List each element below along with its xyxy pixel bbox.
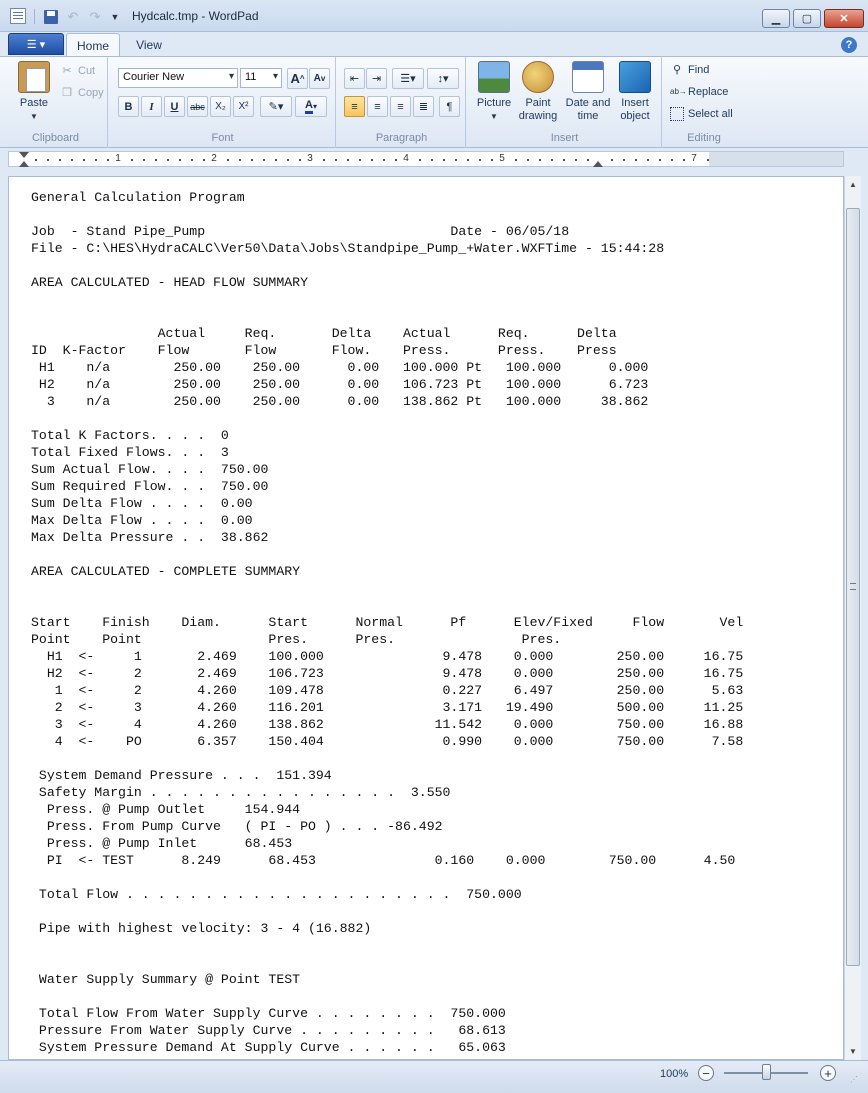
paragraph-group [338,57,466,148]
align-left-icon: ≡ [351,100,358,113]
resize-grip-icon[interactable]: ⋰ [850,1075,858,1084]
minimize-icon: ▁ [771,13,781,25]
ruler-tick [287,159,289,161]
ruler-number: 1 [115,153,121,164]
line-spacing-button[interactable] [427,68,459,89]
redo-icon: ↷ [89,8,101,24]
paste-button[interactable] [10,61,58,123]
ruler-number: 3 [307,153,313,164]
superscript-button[interactable]: X² [233,96,254,117]
justify-button[interactable] [413,96,434,117]
ruler-tick [167,159,169,161]
paragraph-settings-button[interactable] [439,96,460,117]
ruler-tick [347,159,349,161]
outdent-icon: ⇤ [349,73,360,85]
ribbon [0,56,868,148]
maximize-icon: ▢ [801,13,813,25]
ruler-tick [623,159,625,161]
select-all-label: Select all [688,108,733,120]
ruler-tick [239,159,241,161]
object-label: Insert object [620,97,650,122]
align-left-button[interactable] [344,96,365,117]
ruler-tick [263,159,265,161]
bold-button[interactable]: B [118,96,139,117]
undo-button[interactable] [64,8,82,25]
ruler-tick [683,159,685,161]
ruler[interactable] [8,151,844,167]
underline-button[interactable]: U [164,96,185,117]
line-spacing-icon: ↕▾ [437,73,449,85]
ruler-tick [323,159,325,161]
ruler-tick [515,159,517,161]
clipboard-group [4,57,108,148]
ruler-tick [59,159,61,161]
tab-view[interactable]: View [136,38,162,52]
datetime-label: Date and time [565,97,611,122]
ruler-number: 5 [499,153,505,164]
ruler-tick [251,159,253,161]
paragraph-icon: ¶ [446,100,453,113]
scroll-down-button[interactable] [845,1043,861,1060]
align-center-button[interactable] [367,96,388,117]
paint-label: Paint drawing [518,97,558,122]
zoom-level: 100% [660,1068,689,1080]
font-size-select[interactable]: 11 ▾ [240,68,282,88]
find-label: Find [688,64,710,76]
ruler-tick [479,159,481,161]
zoom-out-button[interactable] [698,1065,714,1081]
ruler-tick [179,159,181,161]
ruler-tick [563,159,565,161]
ruler-tick [203,159,205,161]
ribbon-tabs [0,32,868,56]
ruler-tick [359,159,361,161]
customize-qat-button[interactable] [106,8,124,25]
editing-group [664,57,744,148]
vertical-scrollbar[interactable] [844,176,861,1060]
replace-icon: ab→ [670,87,687,96]
cut-button[interactable] [60,61,95,81]
copy-button[interactable] [60,83,104,103]
redo-button[interactable] [86,8,104,25]
ruler-tick [131,159,133,161]
close-icon: ✕ [839,13,849,25]
save-icon [44,10,58,24]
ruler-tick [635,159,637,161]
undo-icon: ↶ [67,8,79,24]
ruler-tick [71,159,73,161]
window-title: Hydcalc.tmp - WordPad [132,9,259,23]
ruler-tick [611,159,613,161]
scroll-thumb[interactable] [846,208,860,966]
ruler-number: 4 [403,153,409,164]
plus-icon: + [824,1065,832,1081]
document-text[interactable]: General Calculation Program Job - Stand Pipe_Pump Date - 06/05/18 File - C:\HES\HydraCALC\Ver50\Data\Jobs\Standpipe_Pump_+Water.WXFTime - 15:44:28 AREA CALCULATED - HEAD FLOW SUMMARY Actual Req. Delta Actual Req. Delta ID K-Factor Flow Flow Flow. Press. Press. Press H1 n/a 250.00 250.00 0.00 100.000 Pt 100.000 0.000 H2 n/a 250.00 250.00 0.00 106.723 Pt 100.000 6.723 3 n/a 250.00 250.00 0.00 138.862 Pt 100.000 38.862 Total K Factors. . . . 0 Total Fixed Flows. . . 3 Sum Actual Flow. . . . 750.00 Sum Required Flow. . . 750.00 Sum Delta Flow . . . . 0.00 Max Delta Flow . . . . 0.00 Max Delta Pressure . . 38.862 AREA CALCULATED - COMPLETE SUMMARY Start Finish Diam. Start Normal Pf Elev/Fixed Flow Vel Point Point Pres. Pres. Pres. H1 <- 1 2.469 100.000 9.478 0.000 250.00 16.75 H2 <- 2 2.469 106.723 9.478 0.000 250.00 16.75 1 <- 2 4.260 109.478 0.227 6.497 250.00 5.63 2 <- 3 4.260 116.201 3.171 19.490 500.00 11.25 3 <- 4 4.260 138.862 11.542 0.000 750.00 16.88 4 <- PO 6.357 150.404 0.990 0.000 750.00 7.58 System Demand Pressure . . . 151.394 Safety Margin . . . . . . . . . . . . . . . . 3.550 Press. @ Pump Outlet 154.944 Press. From Pump Curve ( PI - PO ) . . . -86.492 Press. @ Pump Inlet 68.453 PI <- TEST 8.249 68.453 0.160 0.000 750.00 4.50 Total Flow . . . . . . . . . . . . . . . . . . . . . 750.000 Pipe with highest velocity: 3 - 4 (16.882) Water Supply Summary @ Point TEST Total Flow From Water Supply Curve . . . . . . . . 750.000 Pressure From Water Supply Curve . . . . . . . . . 68.613 System Pressure Demand At Supply Curve . . . . . . 65.063 [31,190,744,1055]
ruler-tick [155,159,157,161]
ruler-tick [395,159,397,161]
ruler-area [0,148,868,176]
chevron-down-icon: ▼ [110,11,120,22]
ruler-tick [299,159,301,161]
ruler-tick [707,159,709,161]
paint-drawing-button[interactable] [514,61,562,123]
ruler-tick [671,159,673,161]
bullets-button[interactable] [392,68,424,89]
ruler-tick [659,159,661,161]
text-color-button[interactable]: A ▾ [295,96,327,117]
align-right-button[interactable] [390,96,411,117]
replace-label: Replace [688,86,729,98]
font-group [110,57,336,148]
grow-font-icon: A [290,71,300,86]
ruler-tick [47,159,49,161]
align-right-icon: ≡ [397,100,404,113]
select-all-icon [670,107,684,121]
ruler-tick [587,159,589,161]
ruler-tick [371,159,373,161]
group-label: Paragraph [375,132,428,144]
group-label: Font [211,132,234,144]
ruler-number: 7 [691,153,697,164]
object-icon [619,61,651,93]
copy-icon: ❐ [62,87,72,99]
minus-icon: − [702,1065,710,1081]
strikethrough-button[interactable]: abc [187,96,208,117]
maximize-button[interactable] [793,9,821,28]
wordpad-app-icon[interactable] [10,8,26,24]
zoom-in-button[interactable] [820,1065,836,1081]
scroll-up-button[interactable] [845,176,861,193]
ruler-tick [455,159,457,161]
ruler-tick [227,159,229,161]
ruler-tick [95,159,97,161]
highlight-color-button[interactable] [260,96,292,117]
ruler-tick [647,159,649,161]
calendar-icon [572,61,604,93]
group-label: Insert [550,132,579,144]
ruler-tick [335,159,337,161]
application-menu-button[interactable] [8,33,64,55]
ruler-tick [539,159,541,161]
ruler-tick [383,159,385,161]
help-icon[interactable]: ? [841,37,857,53]
cut-label: Cut [78,65,96,77]
ruler-tick [419,159,421,161]
italic-button[interactable]: I [141,96,162,117]
ruler-number: 2 [211,153,217,164]
document-area[interactable] [8,176,844,1060]
picture-icon [478,61,510,93]
menu-icon: ☰ ▾ [26,38,46,51]
right-indent-marker[interactable] [593,161,603,167]
picture-button[interactable] [470,61,518,123]
decrease-indent-button[interactable] [344,68,365,89]
chevron-down-icon: ▼ [849,1047,857,1056]
ruler-tick [491,159,493,161]
binoculars-icon: ⚲ [672,64,682,76]
ruler-margin-right [709,152,843,166]
group-label: Editing [687,132,721,144]
hanging-indent-marker[interactable] [19,161,29,167]
select-all-button[interactable] [670,104,733,124]
highlighter-icon: ✎▾ [268,101,284,113]
close-button[interactable] [824,9,864,28]
tab-home[interactable]: Home [66,33,120,57]
increase-indent-button[interactable] [366,68,387,89]
paint-palette-icon [522,61,554,93]
ruler-tick [275,159,277,161]
ruler-tick [467,159,469,161]
subscript-button[interactable]: X₂ [210,96,231,117]
minimize-button[interactable] [762,9,790,28]
find-button[interactable] [670,60,709,80]
scissors-icon: ✂ [62,65,72,77]
insert-object-button[interactable] [611,61,659,123]
clipboard-icon [18,61,50,93]
bullet-list-icon: ☰▾ [400,73,416,85]
save-button[interactable] [42,8,60,25]
first-line-indent-marker[interactable] [19,152,29,158]
font-family-select[interactable]: Courier New ▾ [118,68,238,88]
chevron-up-icon: ▲ [849,180,857,189]
ruler-tick [527,159,529,161]
replace-button[interactable] [670,82,728,102]
paste-label: Paste [19,97,49,109]
title-bar [0,0,868,32]
zoom-slider-thumb[interactable] [762,1064,771,1080]
chevron-down-icon: ▼ [30,112,38,121]
shrink-font-icon: A [313,73,321,84]
status-bar [0,1060,868,1093]
ruler-tick [575,159,577,161]
insert-group [468,57,662,148]
copy-label: Copy [78,87,104,99]
shrink-font-button[interactable]: A v [309,68,330,89]
ruler-tick [431,159,433,161]
group-label: Clipboard [31,132,80,144]
text-color-icon: A [305,99,313,114]
qat-separator [34,9,35,24]
grow-font-button[interactable]: A ^ [287,68,308,89]
date-time-button[interactable] [564,61,612,123]
ruler-tick [143,159,145,161]
justify-icon: ≣ [418,101,429,113]
ruler-tick [35,159,37,161]
indent-icon: ⇥ [371,73,382,85]
chevron-down-icon: ▼ [490,112,498,121]
ruler-tick [83,159,85,161]
ruler-tick [191,159,193,161]
align-center-icon: ≡ [374,100,381,113]
ruler-tick [107,159,109,161]
ruler-tick [551,159,553,161]
picture-label: Picture [476,97,512,109]
ruler-tick [443,159,445,161]
